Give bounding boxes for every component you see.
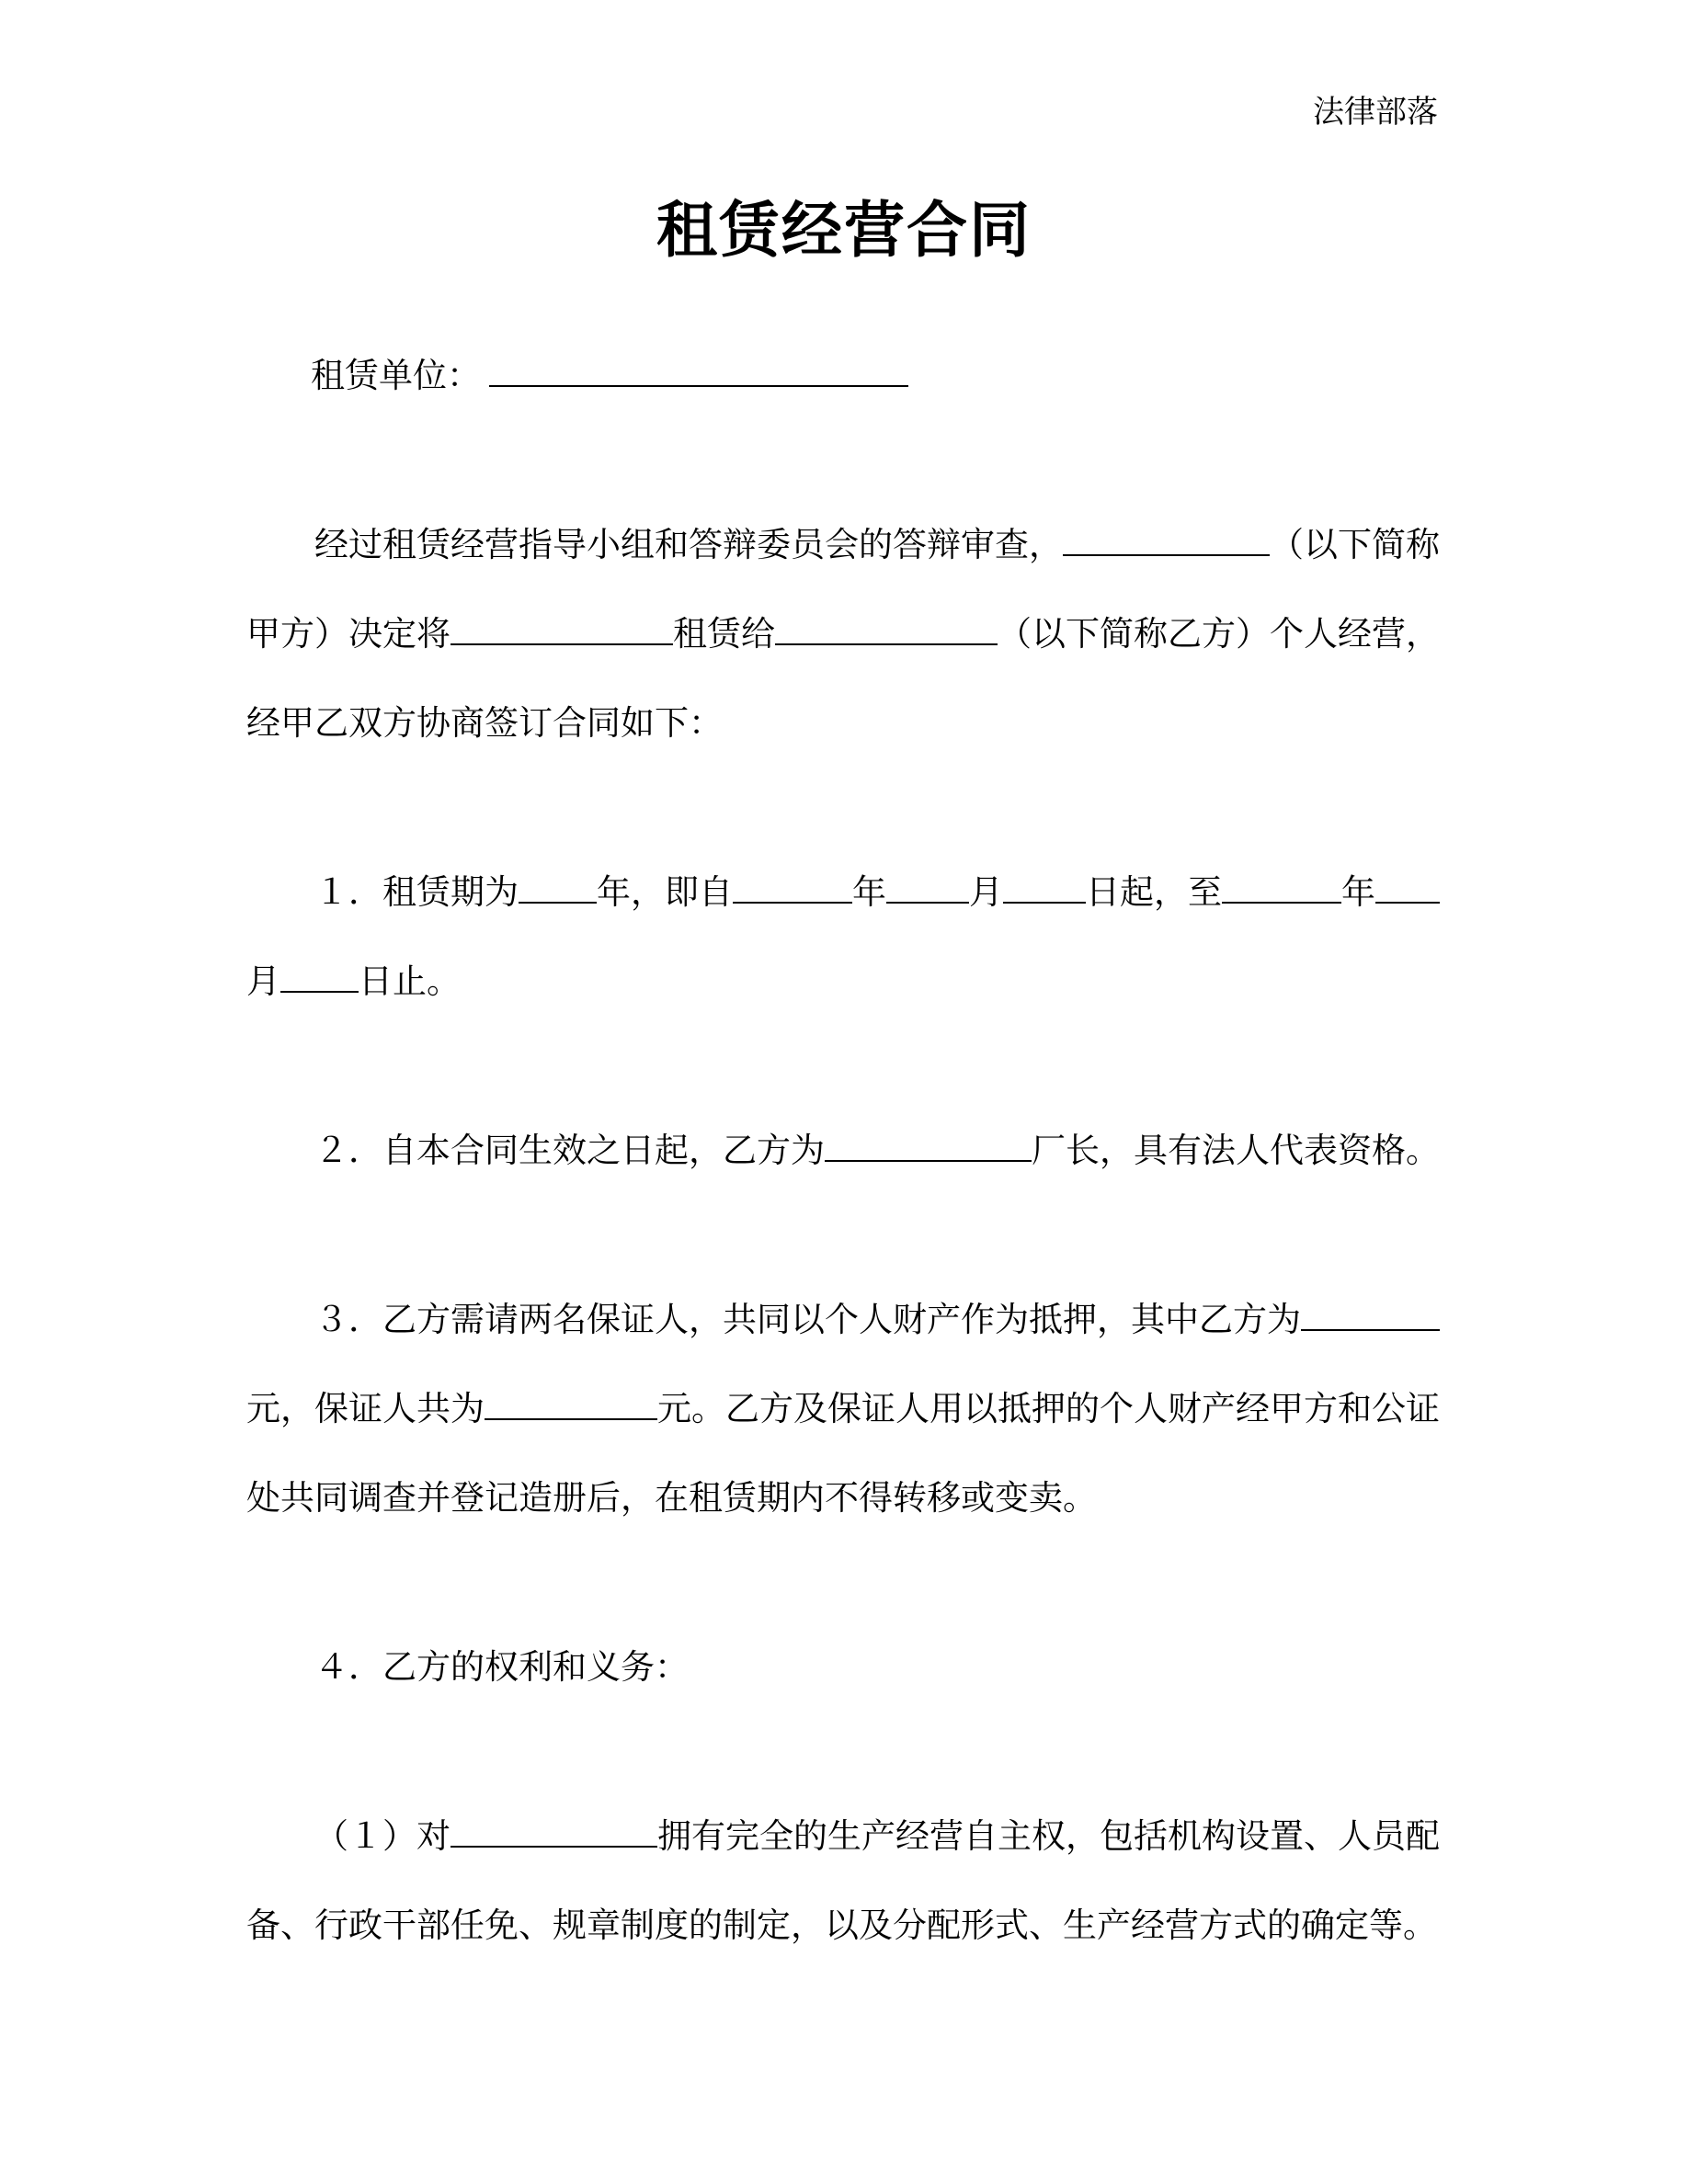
text-segment: 月	[969, 874, 1003, 912]
blank-fill-line	[1003, 893, 1086, 904]
text-line	[246, 1454, 1440, 1543]
text-segment: 处共同调查并登记造册后，在租赁期内不得转移或变卖。	[246, 1480, 1097, 1518]
text-line	[246, 679, 1440, 768]
blank-fill-line	[1222, 893, 1341, 904]
intro-paragraph	[246, 501, 1440, 768]
blank-fill-line	[451, 1837, 657, 1848]
indent-spacer	[246, 903, 314, 904]
text-line	[246, 1623, 1440, 1712]
text-segment: 元，保证人共为	[246, 1391, 485, 1428]
text-line	[246, 1365, 1440, 1454]
blank-fill-line	[451, 634, 673, 645]
text-segment: 拥有完全的生产经营自主权，包括机构设置、人员配	[657, 1818, 1440, 1856]
blank-fill-line	[1301, 1320, 1440, 1331]
clause-4-item-1	[246, 1792, 1440, 1971]
text-segment: （以下简称	[1270, 527, 1440, 564]
clause-3-guarantors	[246, 1276, 1440, 1543]
text-segment: 年	[1341, 874, 1375, 912]
text-segment: ２．自本合同生效之日起，乙方为	[314, 1132, 825, 1170]
text-segment: 经甲乙双方协商签订合同如下：	[246, 705, 723, 743]
indent-spacer	[246, 386, 311, 387]
indent-spacer	[246, 1161, 314, 1162]
text-segment: 日止。	[359, 963, 461, 1001]
text-segment: 经过租赁经营指导小组和答辩委员会的答辩审查，	[314, 527, 1063, 564]
document-body	[246, 332, 1440, 1971]
blank-fill-line	[1063, 545, 1270, 556]
text-line	[246, 1882, 1440, 1971]
text-line	[246, 1276, 1440, 1365]
text-segment: 年，即自	[597, 874, 733, 912]
text-segment: ４．乙方的权利和义务：	[314, 1649, 689, 1687]
text-segment: 日起，至	[1086, 874, 1222, 912]
blank-fill-line	[489, 376, 908, 387]
blank-fill-line	[886, 893, 969, 904]
text-segment: ３．乙方需请两名保证人，共同以个人财产作为抵押，其中乙方为	[314, 1302, 1301, 1339]
lessor-unit-field	[246, 332, 1440, 421]
text-segment: 租赁给	[673, 616, 775, 654]
text-segment: 厂长，具有法人代表资格。	[1032, 1132, 1440, 1170]
text-line	[246, 848, 1440, 938]
blank-fill-line	[775, 634, 998, 645]
text-line	[246, 938, 1440, 1027]
blank-fill-line	[519, 893, 597, 904]
blank-fill-line	[1375, 893, 1440, 904]
blank-fill-line	[485, 1409, 657, 1420]
text-segment: 租赁单位：	[311, 358, 490, 395]
text-segment: １．租赁期为	[314, 874, 519, 912]
text-line	[246, 501, 1440, 590]
watermark-text: 法律部落	[1313, 96, 1438, 130]
text-segment: 备、行政干部任免、规章制度的制定，以及分配形式、生产经营方式的确定等。	[246, 1907, 1437, 1945]
clause-1-lease-term	[246, 848, 1440, 1027]
blank-fill-line	[280, 982, 359, 993]
document-title: 租赁经营合同	[656, 195, 1032, 266]
blank-fill-line	[733, 893, 852, 904]
clause-2-legal-representative	[246, 1107, 1440, 1196]
text-segment: 年	[852, 874, 886, 912]
text-segment: 甲方）决定将	[246, 616, 451, 654]
text-line	[246, 1792, 1440, 1882]
text-line	[246, 1107, 1440, 1196]
text-segment: 月	[246, 963, 280, 1001]
indent-spacer	[246, 555, 314, 556]
text-line	[246, 332, 1440, 421]
text-segment: 元。乙方及保证人用以抵押的个人财产经甲方和公证	[657, 1391, 1440, 1428]
indent-spacer	[246, 1330, 314, 1331]
text-segment: （１）对	[314, 1818, 451, 1856]
blank-fill-line	[825, 1151, 1032, 1162]
text-segment: （以下简称乙方）个人经营，	[998, 616, 1440, 654]
text-line	[246, 590, 1440, 679]
indent-spacer	[246, 1847, 314, 1848]
clause-4-rights-obligations	[246, 1623, 1440, 1712]
